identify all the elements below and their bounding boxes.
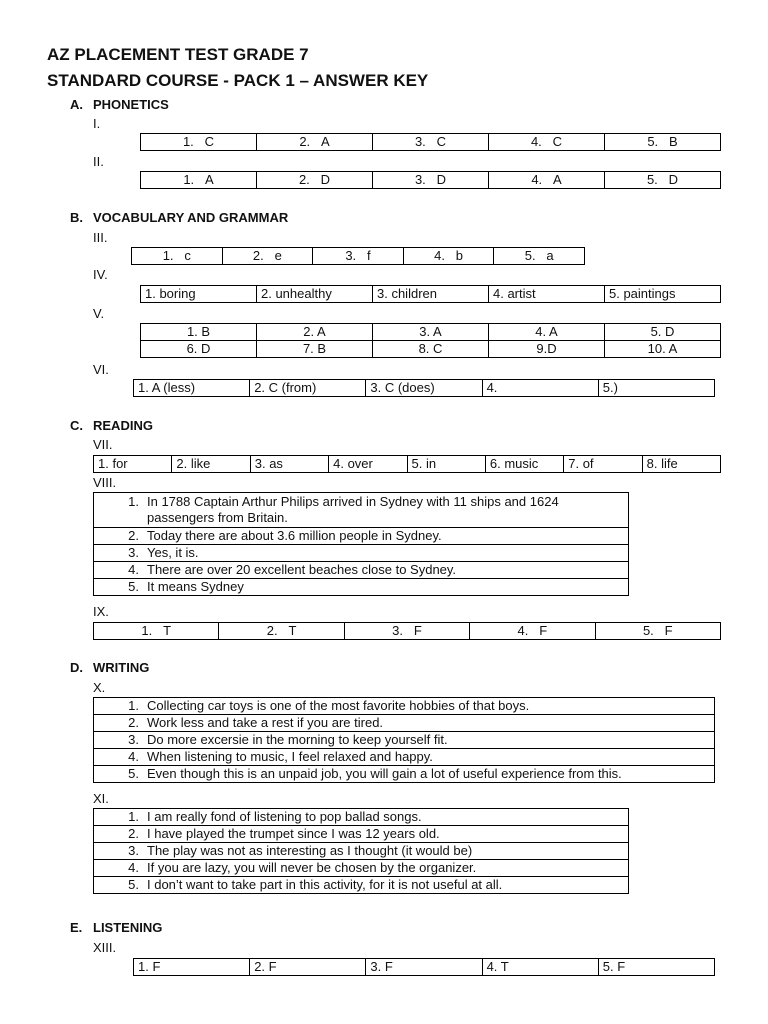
answer-table-viii xyxy=(93,492,629,596)
answer-table-xi xyxy=(93,808,629,894)
answer-text: 2. xyxy=(266,623,278,638)
answer-cell xyxy=(489,134,605,151)
answer-text: A xyxy=(321,134,330,149)
answer-text: 5. xyxy=(646,172,658,187)
answer-cell: 4. xyxy=(482,380,598,397)
answer-text: 2. xyxy=(128,715,139,730)
answer-cell: 4. artist xyxy=(489,286,605,303)
answer-row xyxy=(94,877,629,894)
exercise-label-xi: XI. xyxy=(93,791,109,806)
exercise-label-iv: IV. xyxy=(93,267,108,282)
answer-cell: 6. D xyxy=(141,341,257,358)
answer-cell: 5. F xyxy=(598,959,714,976)
page-title: AZ PLACEMENT TEST GRADE 7 xyxy=(47,45,309,64)
answer-cell: 3. F xyxy=(366,959,482,976)
answer-cell: 10. A xyxy=(605,341,721,358)
answer-table-i xyxy=(140,133,721,151)
answer-table-x xyxy=(93,697,715,783)
answer-text: e xyxy=(274,248,282,263)
answer-text: 1. xyxy=(128,698,139,713)
answer-cell xyxy=(132,248,223,265)
answer-text: C xyxy=(436,134,447,149)
answer-cell: 2. unhealthy xyxy=(257,286,373,303)
exercise-label-viii: VIII. xyxy=(93,475,117,490)
section-heading-listening xyxy=(70,920,162,935)
answer-cell: 2. A xyxy=(257,324,373,341)
answer-text: 1. xyxy=(162,248,174,263)
answer-cell xyxy=(222,248,313,265)
answer-text: 3. xyxy=(414,134,426,149)
answer-text: The play was not as interesting as I thought (it would be) xyxy=(147,843,473,858)
answer-cell: 2. like xyxy=(172,456,250,473)
answer-text: 5. xyxy=(647,134,659,149)
answer-text: There are over 20 excellent beaches close to Sydney. xyxy=(147,562,457,577)
answer-cell xyxy=(470,623,595,640)
page-subtitle: STANDARD COURSE - PACK 1 – ANSWER KEY xyxy=(47,71,429,90)
answer-text: B. xyxy=(70,210,83,225)
answer-text: 2. xyxy=(128,528,139,543)
answer-cell: 1. boring xyxy=(141,286,257,303)
answer-cell: 5. D xyxy=(605,324,721,341)
answer-text: D xyxy=(320,172,331,187)
answer-text: 3. xyxy=(128,545,139,560)
answer-table-xiii xyxy=(133,958,715,976)
answer-text: I have played the trumpet since I was 12 years old. xyxy=(147,826,440,841)
answer-row xyxy=(94,732,715,749)
answer-table-ix xyxy=(93,622,721,640)
answer-text: Today there are about 3.6 million people in Sydney. xyxy=(147,528,442,543)
section-heading-reading xyxy=(70,418,153,433)
answer-row xyxy=(94,826,629,843)
exercise-label-iii: III. xyxy=(93,230,108,245)
answer-row xyxy=(94,843,629,860)
section-heading-writing xyxy=(70,660,149,675)
answer-cell: 4. over xyxy=(329,456,407,473)
answer-cell: 2. F xyxy=(250,959,366,976)
answer-cell xyxy=(595,623,720,640)
answer-cell: 9.D xyxy=(489,341,605,358)
answer-text: 4. xyxy=(531,172,543,187)
answer-row xyxy=(94,715,715,732)
answer-cell xyxy=(605,134,721,151)
answer-table-ii xyxy=(140,171,721,189)
answer-text: It means Sydney xyxy=(147,579,244,594)
answer-cell xyxy=(494,248,585,265)
answer-table-iv xyxy=(140,285,721,303)
answer-text: 4. xyxy=(128,860,139,875)
answer-cell: 8. life xyxy=(642,456,720,473)
answer-cell xyxy=(344,623,469,640)
answer-text: 3. xyxy=(128,732,139,747)
answer-cell: 1. B xyxy=(141,324,257,341)
answer-cell: 5. in xyxy=(407,456,485,473)
answer-text: D xyxy=(668,172,679,187)
answer-text: 1. xyxy=(183,172,195,187)
answer-text: 3. xyxy=(392,623,403,638)
answer-cell: 4. T xyxy=(482,959,598,976)
answer-text: T xyxy=(288,623,297,638)
exercise-label-vi: VI. xyxy=(93,362,109,377)
answer-text: 5. xyxy=(128,766,139,781)
section-heading-vocabulary-grammar xyxy=(70,210,288,225)
answer-cell: 3. as xyxy=(250,456,328,473)
answer-text: f xyxy=(367,248,371,263)
answer-text: Collecting car toys is one of the most favorite hobbies of that boys. xyxy=(147,698,530,713)
answer-text: 4. xyxy=(530,134,542,149)
answer-text: C xyxy=(204,134,215,149)
exercise-label-ii: II. xyxy=(93,154,104,169)
section-heading-phonetics xyxy=(70,97,169,112)
answer-text: D. xyxy=(70,660,83,675)
answer-text: 2. xyxy=(298,172,310,187)
answer-cell: 1. F xyxy=(134,959,250,976)
answer-row xyxy=(94,528,629,545)
answer-text: 5. xyxy=(642,623,654,638)
answer-cell: 2. C (from) xyxy=(250,380,366,397)
answer-cell: 7. of xyxy=(564,456,642,473)
answer-text: 5. xyxy=(524,248,536,263)
answer-table-vi xyxy=(133,379,715,397)
answer-cell xyxy=(373,134,489,151)
answer-table-v xyxy=(140,323,721,358)
answer-text: 1. xyxy=(128,494,139,509)
answer-text: c xyxy=(184,248,191,263)
answer-table-vii xyxy=(93,455,721,473)
answer-text: 3. xyxy=(345,248,357,263)
exercise-label-vii: VII. xyxy=(93,437,113,452)
exercise-label-i: I. xyxy=(93,116,101,131)
answer-text: E. xyxy=(70,920,83,935)
answer-cell xyxy=(257,134,373,151)
answer-text: 3. xyxy=(128,843,139,858)
answer-text: 4. xyxy=(128,562,139,577)
answer-text: 2. xyxy=(252,248,264,263)
answer-text: WRITING xyxy=(93,660,150,675)
answer-text: I am really fond of listening to pop ballad songs. xyxy=(147,809,422,824)
answer-text: In 1788 Captain Arthur Philips arrived in Sydney with 11 ships and 1624 passengers from Britain. xyxy=(147,494,559,525)
answer-text: I don’t want to take part in this activity, for it is not useful at all. xyxy=(147,877,503,892)
answer-cell: 6. music xyxy=(485,456,563,473)
answer-row xyxy=(94,809,629,826)
answer-text: 2. xyxy=(128,826,139,841)
answer-text: 1. xyxy=(128,809,139,824)
exercise-label-v: V. xyxy=(93,306,105,321)
answer-text: C. xyxy=(70,418,83,433)
answer-cell: 3. C (does) xyxy=(366,380,482,397)
answer-text: 1. xyxy=(182,134,194,149)
exercise-label-x: X. xyxy=(93,680,106,695)
answer-table-iii xyxy=(131,247,585,265)
answer-cell xyxy=(141,172,257,189)
answer-row xyxy=(94,579,629,596)
answer-text: F xyxy=(539,623,548,638)
answer-text: A xyxy=(553,172,562,187)
answer-text: 5. xyxy=(128,877,139,892)
answer-text: 4. xyxy=(128,749,139,764)
answer-text: 5. xyxy=(128,579,139,594)
answer-text: A. xyxy=(70,97,83,112)
answer-text: LISTENING xyxy=(93,920,163,935)
answer-text: B xyxy=(669,134,678,149)
answer-cell: 1. A (less) xyxy=(134,380,250,397)
answer-cell: 8. C xyxy=(373,341,489,358)
answer-text: When listening to music, I feel relaxed and happy. xyxy=(147,749,433,764)
answer-cell xyxy=(219,623,344,640)
answer-row xyxy=(94,493,629,528)
answer-cell: 5.) xyxy=(598,380,714,397)
answer-row xyxy=(94,545,629,562)
answer-text: Work less and take a rest if you are tired. xyxy=(147,715,384,730)
answer-text: D xyxy=(436,172,447,187)
answer-text: Even though this is an unpaid job, you will gain a lot of useful experience from this. xyxy=(147,766,622,781)
answer-cell xyxy=(257,172,373,189)
answer-text: 3. xyxy=(414,172,426,187)
answer-cell: 3. A xyxy=(373,324,489,341)
answer-text: F xyxy=(664,623,673,638)
answer-row xyxy=(94,749,715,766)
answer-row xyxy=(94,562,629,579)
answer-row xyxy=(94,766,715,783)
answer-text: PHONETICS xyxy=(93,97,169,112)
answer-text: 2. xyxy=(299,134,311,149)
answer-text: T xyxy=(163,623,172,638)
answer-text: VOCABULARY AND GRAMMAR xyxy=(93,210,289,225)
answer-cell xyxy=(403,248,494,265)
answer-cell: 3. children xyxy=(373,286,489,303)
answer-cell xyxy=(313,248,404,265)
answer-cell: 7. B xyxy=(257,341,373,358)
answer-cell xyxy=(605,172,721,189)
answer-text: F xyxy=(413,623,422,638)
answer-row xyxy=(94,698,715,715)
answer-text: 4. xyxy=(434,248,445,263)
answer-cell: 1. for xyxy=(94,456,172,473)
answer-text: Do more excersie in the morning to keep yourself fit. xyxy=(147,732,448,747)
answer-cell xyxy=(94,623,219,640)
exercise-label-ix: IX. xyxy=(93,604,109,619)
answer-cell: 4. A xyxy=(489,324,605,341)
answer-cell xyxy=(489,172,605,189)
answer-text: 1. xyxy=(141,623,153,638)
answer-text: a xyxy=(546,248,554,263)
answer-text: b xyxy=(455,248,464,263)
answer-text: C xyxy=(552,134,563,149)
exercise-label-xiii: XIII. xyxy=(93,940,117,955)
answer-text: A xyxy=(205,172,214,187)
answer-text: Yes, it is. xyxy=(147,545,199,560)
answer-text: READING xyxy=(93,418,153,433)
answer-cell xyxy=(141,134,257,151)
answer-text: 4. xyxy=(517,623,529,638)
answer-text: If you are lazy, you will never be chosen by the organizer. xyxy=(147,860,477,875)
answer-cell xyxy=(373,172,489,189)
answer-row xyxy=(94,860,629,877)
answer-cell: 5. paintings xyxy=(605,286,721,303)
